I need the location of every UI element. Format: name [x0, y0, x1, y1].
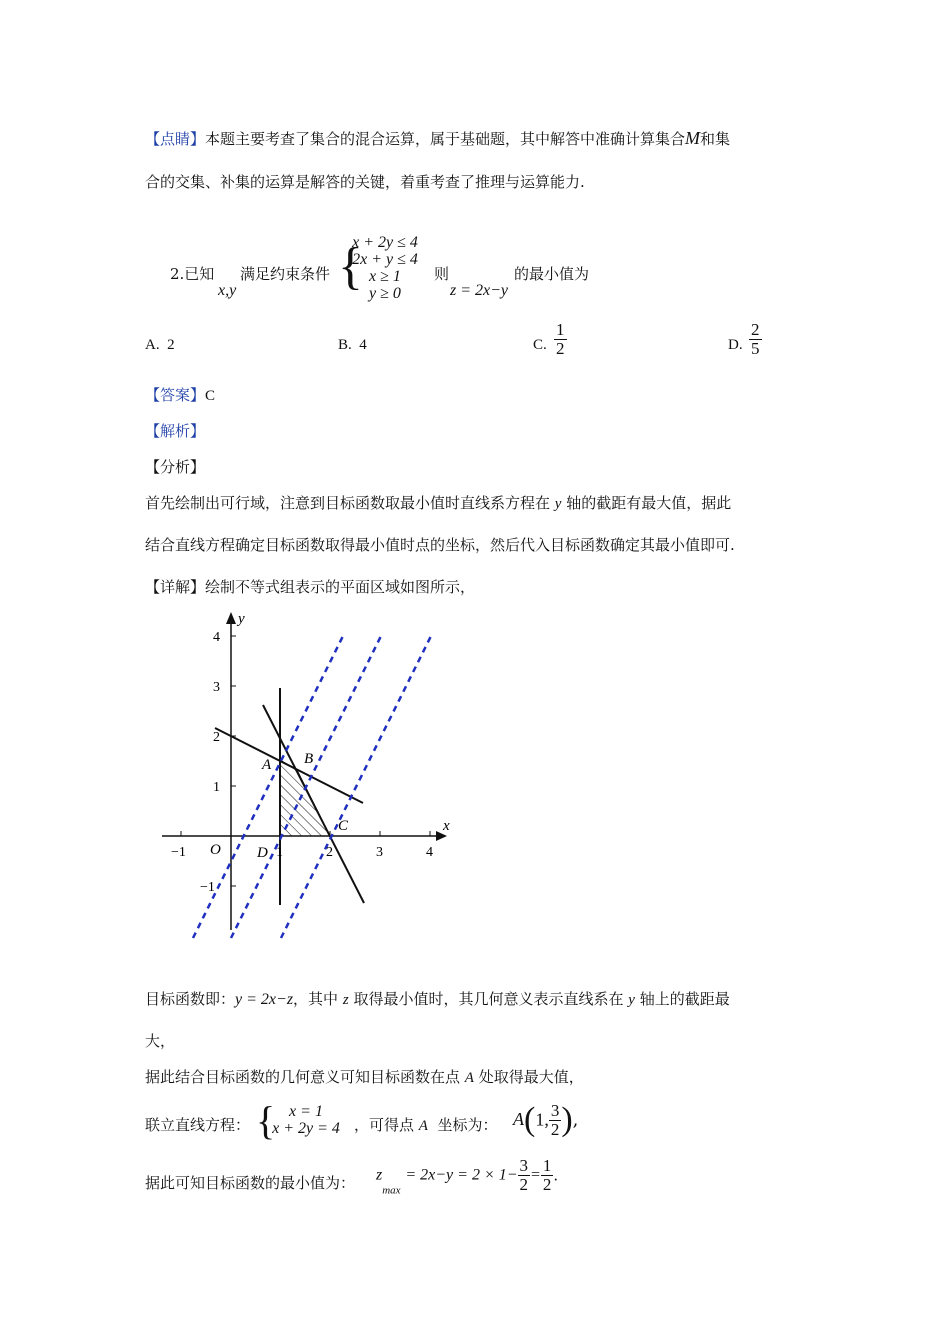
option-c-fraction: $\frac{1}{2}$	[556, 320, 565, 358]
x-tick-2: 2	[326, 845, 333, 860]
origin-label: O	[210, 842, 221, 858]
axis-label-x: x	[443, 818, 450, 834]
y-tick-3: 3	[213, 680, 220, 695]
x-tick-4: 4	[426, 845, 433, 860]
after-p1-line1: 目标函数即：y = 2x−z，其中 z 取得最小值时，其几何意义表示直线系在 y 轴上的截距最	[145, 990, 730, 1008]
point-a-coordinate: A(1, $\frac{3}{2}$ ),	[513, 1100, 579, 1139]
system-brace: {	[256, 1098, 276, 1143]
fenxi-tag: 【分析】	[145, 458, 206, 476]
fenxi-line1: 首先绘制出可行域，注意到目标函数取最小值时直线系方程在 y 轴的截距有最大值，据此	[145, 494, 732, 512]
question-then: 则	[434, 265, 450, 283]
line-2x-plus-y-eq-4	[263, 705, 364, 903]
y-tick-4: 4	[213, 630, 220, 645]
dianjing-tag: 【点睛】	[145, 130, 206, 148]
option-a: A. 2	[145, 337, 175, 353]
y-tick-2: 2	[213, 730, 220, 745]
question-suffix: 的最小值为	[514, 265, 590, 283]
question-mid: 满足约束条件	[240, 265, 331, 283]
after-p2: 据此结合目标函数的几何意义可知目标函数在点 A 处取得最大值，	[145, 1068, 584, 1086]
y-tick-neg1: −1	[200, 880, 215, 895]
jiexi-tag: 【解析】	[145, 422, 206, 440]
option-b: B. 4	[338, 337, 367, 353]
after-p1-line2: 大，	[145, 1032, 176, 1050]
dianjing-line2: 合的交集、补集的运算是解答的关键，着重考查了推理与运算能力.	[145, 173, 585, 191]
xiangjie-line: 【详解】绘制不等式组表示的平面区域如图所示，	[145, 578, 476, 596]
question-prefix: 2.已知	[170, 265, 215, 283]
fenxi-line2: 结合直线方程确定目标函数取得最小值时点的坐标，然后代入目标函数确定其最小值即可.	[145, 536, 735, 554]
point-d-label: D	[257, 845, 268, 861]
question-vars: x,y	[218, 282, 237, 299]
option-d-label: D.	[728, 337, 743, 353]
option-d-fraction: $\frac{2}{5}$	[751, 320, 760, 358]
question-objective: z = 2x−y	[450, 282, 509, 299]
after-p3-b: ，可得点 A 坐标为：	[354, 1116, 498, 1134]
option-c-label: C.	[533, 337, 547, 353]
answer-value: C	[205, 388, 216, 404]
axis-label-y: y	[238, 611, 245, 627]
after-p4-a: 据此可知目标函数的最小值为：	[145, 1174, 356, 1192]
xiangjie-tag: 【详解】	[145, 578, 206, 596]
constraint-brace: {	[338, 238, 363, 295]
y-axis-arrow-icon	[226, 612, 236, 624]
answer-tag: 【答案】	[145, 386, 206, 404]
y-tick-1: 1	[213, 780, 220, 795]
system-equations: x = 1 x + 2y = 4	[272, 1103, 340, 1137]
constraint-system: x + 2y ≤ 4 2x + y ≤ 4 x ≥ 1 y ≥ 0	[352, 234, 418, 302]
x-tick-1: 1	[276, 845, 283, 860]
point-b-label: B	[304, 751, 314, 767]
point-c-label: C	[338, 818, 349, 834]
x-tick-neg1: −1	[171, 845, 186, 860]
after-p3-a: 联立直线方程：	[145, 1116, 251, 1134]
set-m: M	[685, 128, 701, 148]
dianjing-line1: 【点睛】本题主要考查了集合的混合运算，属于基础题，其中解答中准确计算集合M和集	[145, 128, 731, 148]
min-value-equation: $z_{max} = 2x-y = 2 \times 1-$ $\frac{3}{2}$ = $\frac{1}{2}$ .	[376, 1156, 559, 1197]
objective-lines	[193, 636, 431, 938]
point-a-label: A	[262, 757, 272, 773]
x-tick-3: 3	[376, 845, 383, 860]
